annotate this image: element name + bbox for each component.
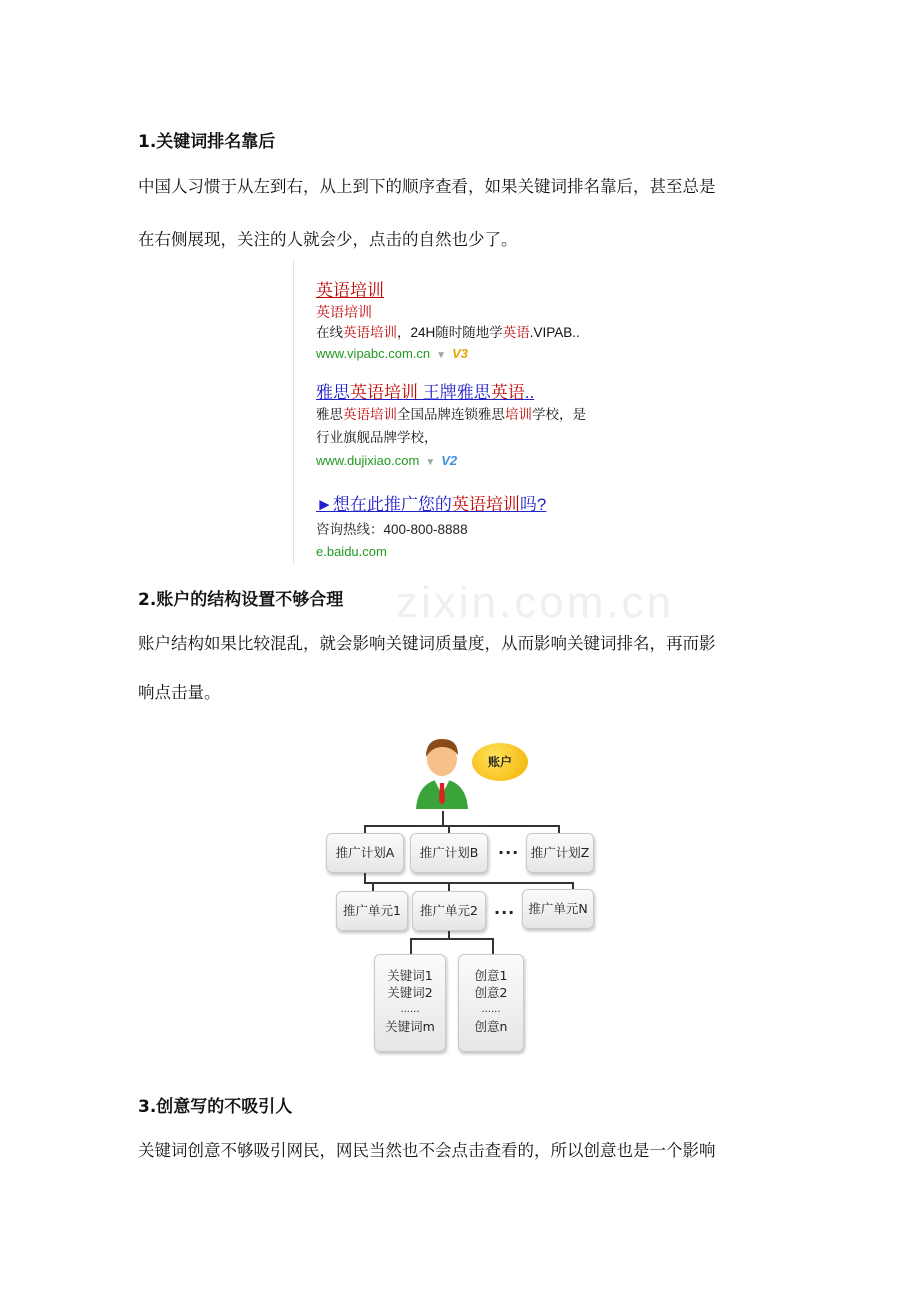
- unit-2-node: 推广单元2: [412, 891, 486, 931]
- ad2-title-link[interactable]: 雅思英语培训 王牌雅思英语..: [316, 383, 535, 402]
- plan-b-node: 推广计划B: [410, 833, 488, 873]
- section2-line2: 响点击量。: [138, 683, 221, 702]
- plan-a-node: 推广计划A: [326, 833, 404, 873]
- ad2-url[interactable]: www.dujixiao.com ▼ V2: [316, 453, 458, 468]
- creatives-node: 创意1 创意2 ...... 创意n: [458, 954, 524, 1052]
- ad-dujixiao: [316, 378, 586, 474]
- keywords-node: 关键词1 关键词2 ...... 关键词m: [374, 954, 446, 1052]
- section1-line1: 中国人习惯于从左到右，从上到下的顺序查看，如果关键词排名靠后，甚至总是: [138, 177, 716, 196]
- ad1-subtitle: 英语培训: [316, 304, 372, 320]
- units-ellipsis: ...: [494, 899, 516, 918]
- section1-heading: 1.关键词排名靠后: [138, 132, 276, 152]
- unit-1-node: 推广单元1: [336, 891, 408, 931]
- dropdown-arrow-icon[interactable]: ▼: [425, 457, 436, 468]
- ad2-description-line2: 行业旗舰品牌学校，: [316, 430, 438, 445]
- promo-url[interactable]: e.baidu.com: [316, 544, 387, 559]
- dropdown-arrow-icon[interactable]: ▼: [436, 350, 447, 361]
- user-avatar-icon: [412, 735, 472, 811]
- ad-vipabc: [316, 276, 580, 367]
- account-structure-diagram: [322, 735, 602, 1055]
- ad1-url[interactable]: www.vipabc.com.cn ▼ V3: [316, 346, 468, 361]
- section3-line1: 关键词创意不够吸引网民，网民当然也不会点击查看的，所以创意也是一个影响: [138, 1141, 716, 1160]
- search-ads-panel: [293, 260, 624, 565]
- plans-ellipsis: ...: [498, 839, 520, 858]
- v3-badge-icon: V3: [452, 346, 468, 361]
- section1-line2: 在右侧展现，关注的人就会少，点击的自然也少了。: [138, 230, 518, 249]
- account-bubble: 账户: [472, 743, 528, 781]
- promo-hotline: 咨询热线：400-800-8888: [316, 522, 468, 537]
- plan-z-node: 推广计划Z: [526, 833, 594, 873]
- ad1-description: 在线英语培训，24H随时随地学英语.VIPAB..: [316, 325, 580, 340]
- v2-badge-icon: V2: [441, 453, 458, 468]
- unit-n-node: 推广单元N: [522, 889, 594, 929]
- section2-line1: 账户结构如果比较混乱，就会影响关键词质量度，从而影响关键词排名，再而影: [138, 634, 716, 653]
- section3-heading: 3.创意写的不吸引人: [138, 1097, 293, 1117]
- watermark: zixin.com.cn: [396, 578, 675, 627]
- ad-promo: [316, 490, 546, 563]
- ad2-description-line1: 雅思英语培训全国品牌连锁雅思培训学校，是: [316, 407, 586, 422]
- promo-title-link[interactable]: ►想在此推广您的英语培训吗?: [316, 495, 547, 514]
- ad1-title-link[interactable]: 英语培训: [316, 281, 384, 300]
- section2-heading: 2.账户的结构设置不够合理: [138, 590, 344, 610]
